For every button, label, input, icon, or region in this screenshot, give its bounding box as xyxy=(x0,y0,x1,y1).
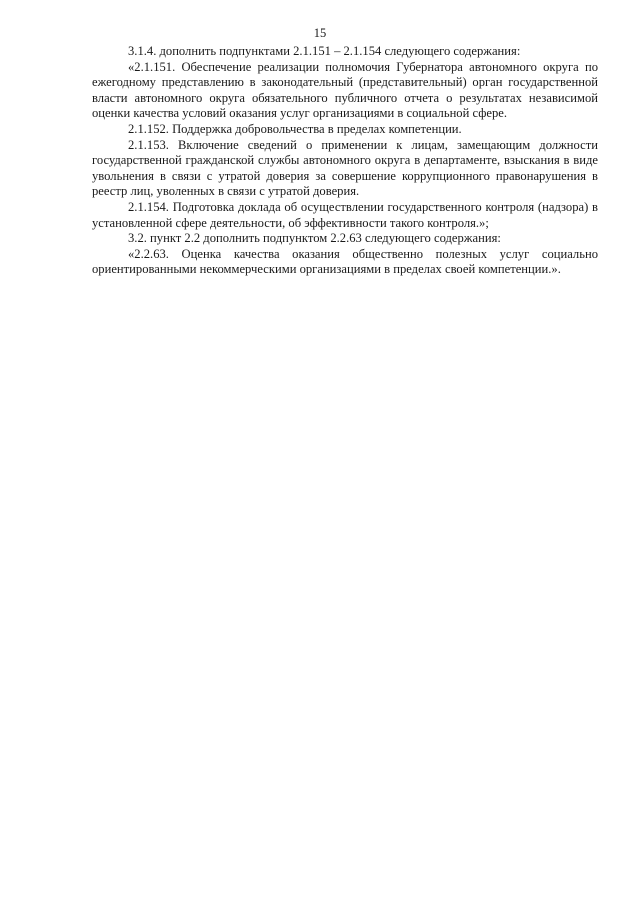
paragraph-2-1-152: 2.1.152. Поддержка добровольчества в пределах компетенции. xyxy=(128,121,462,136)
paragraph-2-1-151: «2.1.151. Обеспечение реализации полномочия Губернатора автономного округа по ежегодному представлению в законодательный (представительный) орган государственной власти автономного округа обязательного публичного отчета о результатах независимой оценки качества условий оказания услуг организациями в социальной сфере. xyxy=(92,59,598,121)
paragraph-3-1-4: 3.1.4. дополнить подпунктами 2.1.151 – 2.1.154 следующего содержания: xyxy=(128,44,521,58)
paragraph-2-2-63: «2.2.63. Оценка качества оказания общественно полезных услуг социально ориентированными некоммерческими организациями в пределах своей компетенции.». xyxy=(92,246,598,277)
paragraph-2-1-153: 2.1.153. Включение сведений о применении к лицам, замещающим должности государственной гражданской службы автономного округа в департаменте, взыскания в виде увольнения в связи с утратой доверия за совершение коррупционного правонарушения в реестр лиц, уволенных в связи с утратой доверия. xyxy=(92,137,598,199)
page-number: 15 xyxy=(313,26,327,40)
document-body xyxy=(92,44,598,278)
paragraph-2-1-154: 2.1.154. Подготовка доклада об осуществлении государственного контроля (надзора) в установленной сфере деятельности, об эффективности такого контроля.»; xyxy=(92,199,598,230)
paragraph-3-2: 3.2. пункт 2.2 дополнить подпунктом 2.2.63 следующего содержания: xyxy=(128,231,501,246)
